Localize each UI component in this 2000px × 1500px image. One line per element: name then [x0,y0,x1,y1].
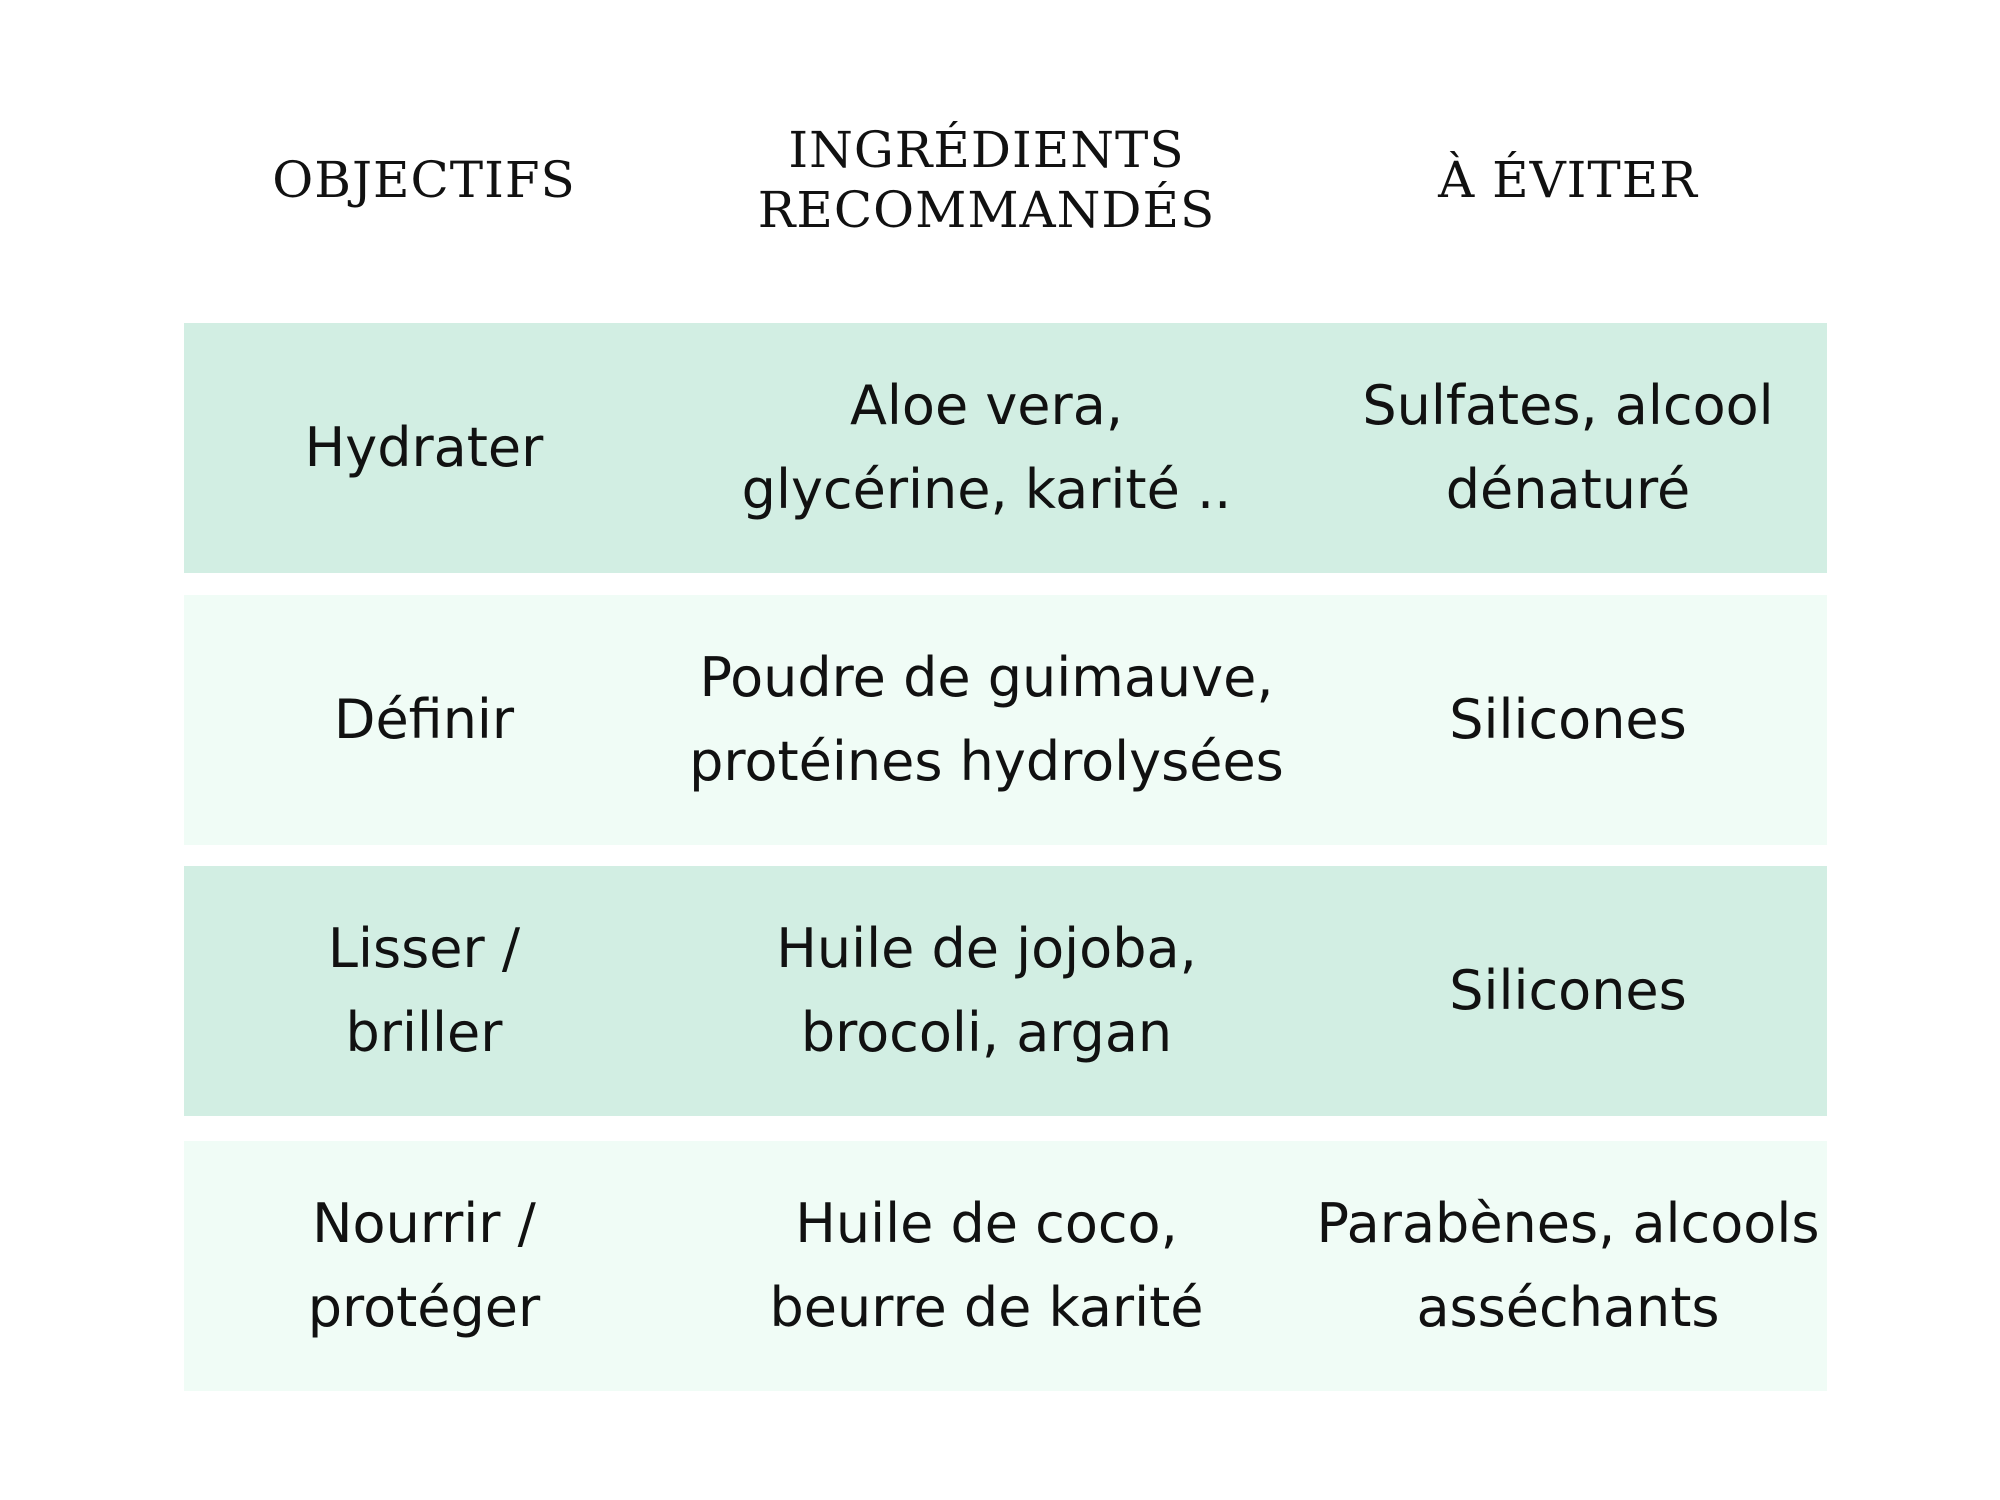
ingredients-cell: Poudre de guimauve, protéines hydrolysées [689,646,1284,793]
header-a-eviter: À ÉVITER [1438,151,1698,209]
table-row [184,323,1827,573]
header-ingredients-recommandes: INGRÉDIENTS RECOMMANDÉS [757,121,1216,239]
eviter-cell: Parabènes, alcools asséchants [1316,1192,1820,1339]
objectif-cell: Hydrater [304,416,544,479]
ingredients-cell: Huile de coco, beurre de karité [769,1192,1204,1339]
table-row [184,595,1827,845]
table-row [184,1141,1827,1391]
table-row [184,866,1827,1116]
ingredients-cell: Huile de jojoba, brocoli, argan [776,917,1197,1064]
ingredients-cell: Aloe vera, glycérine, karité .. [741,374,1232,521]
eviter-cell: Silicones [1449,959,1687,1022]
eviter-cell: Sulfates, alcool dénaturé [1362,374,1774,521]
objectif-cell: Lisser / briller [327,917,521,1064]
eviter-cell: Silicones [1449,688,1687,751]
objectif-cell: Nourrir / protéger [307,1192,541,1339]
table-header [184,90,1827,270]
objectif-cell: Définir [333,688,515,751]
header-objectifs: OBJECTIFS [272,151,576,209]
